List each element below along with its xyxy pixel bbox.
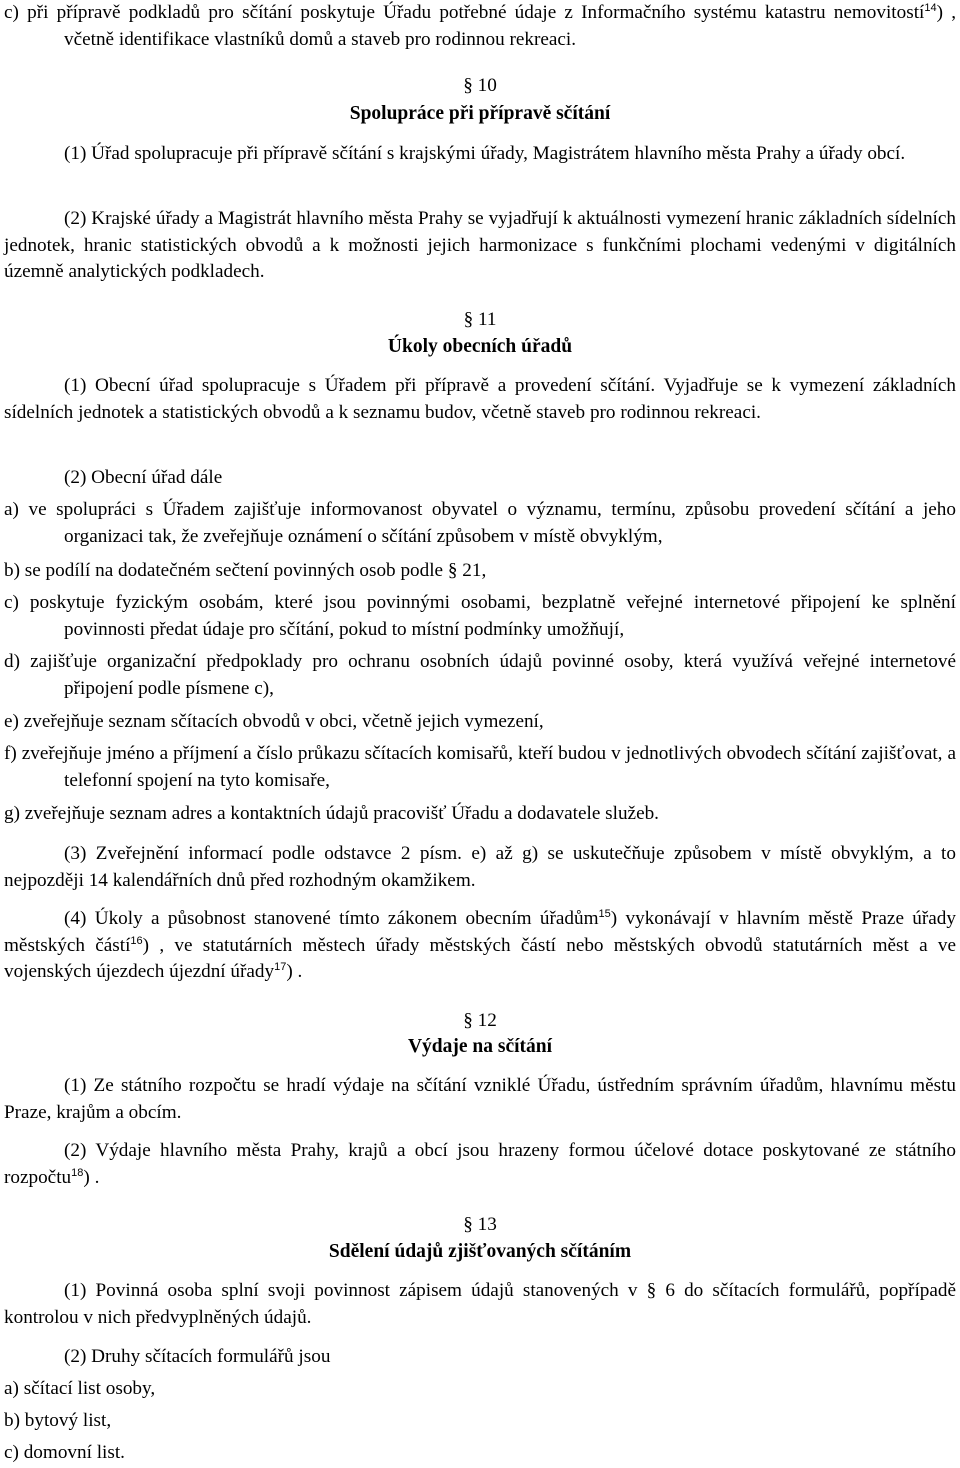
section-title: Úkoly obecních úřadů: [387, 336, 573, 357]
paragraph: (1) Úřad spolupracuje při přípravě sčítání s krajskými úřady, Magistrátem hlavního města Prahy a úřady obcí.: [64, 143, 906, 164]
footnote-ref: 14: [924, 2, 937, 14]
paragraph: (1) Povinná osoba splní svoji povinnost zápisem údajů stanovených v § 6 do sčítacích formulářů, popřípadě kontrolou v nich předvyplněných údajů.: [4, 1280, 956, 1328]
footnote-ref: 18: [71, 1166, 84, 1179]
paragraph: (1) Obecní úřad spolupracuje s Úřadem při přípravě a provedení sčítání. Vyjadřuje se k vymezení základních sídelních jednotek a statistických obvodů a k seznamu budov, včetně staveb pro rodinnou rekreaci.: [4, 375, 956, 423]
paragraph-text: ) , ve statutárních městech úřady městských částí nebo městských obvodů statutárních měst a ve vojenských újezdech újezdní úřady: [4, 934, 956, 982]
footnote-ref: 17: [274, 961, 287, 973]
item-text: c) při přípravě podkladů pro sčítání poskytuje Úřadu potřebné údaje z Informačního systému katastru nemovitostí: [4, 2, 925, 23]
section-number: § 12: [463, 1010, 497, 1031]
paragraph: (3) Zveřejnění informací podle odstavce 2 písm. e) až g) se uskutečňuje způsobem v místě obvyklým, a to nejpozději 14 kalendářních dnů před rozhodným okamžikem.: [4, 843, 956, 891]
paragraph: (2) Druhy sčítacích formulářů jsou: [64, 1346, 331, 1367]
section-number: § 13: [463, 1214, 497, 1235]
footnote-ref: 16: [130, 934, 143, 947]
list-item: [4, 0, 956, 53]
paragraph: [4, 1138, 956, 1191]
paragraph-text: ) vykonávají v hlavním městě Praze úřady městských částí: [4, 908, 956, 956]
paragraph-text: ) .: [286, 961, 303, 982]
section-number: § 10: [463, 75, 497, 96]
list-item: b) se podílí na dodatečném sečtení povinných osob podle § 21,: [4, 560, 487, 581]
list-item: a) sčítací list osoby,: [4, 1378, 156, 1399]
paragraph: [4, 906, 956, 986]
section-title: Spolupráce při přípravě sčítání: [349, 103, 611, 124]
paragraph-text: (2) Výdaje hlavního města Prahy, krajů a obcí jsou hrazeny formou účelové dotace poskytované ze státního rozpočtu: [4, 1140, 956, 1188]
section-title: Výdaje na sčítání: [407, 1036, 553, 1057]
list-item: e) zveřejňuje seznam sčítacích obvodů v obci, včetně jejich vymezení,: [4, 711, 544, 732]
list-item: g) zveřejňuje seznam adres a kontaktních údajů pracovišť Úřadu a dodavatele služeb.: [4, 803, 659, 824]
item-text: ) , včetně identifikace vlastníků domů a staveb pro rodinnou rekreaci.: [64, 2, 956, 50]
list-item: c) poskytuje fyzickým osobám, které jsou povinnými osobami, bezplatně veřejné internetové připojení ke splnění povinnosti předat údaje pro sčítání, pokud to místní podmínky umožňují,: [4, 592, 956, 640]
paragraph: (2) Obecní úřad dále: [64, 467, 223, 488]
list-item: a) ve spolupráci s Úřadem zajišťuje informovanost obyvatel o významu, termínu, způsobu provedení sčítání a jeho organizaci tak, že zveřejňuje oznámení o sčítání způsobem v místě obvyklým,: [4, 499, 956, 547]
section-title: Sdělení údajů zjišťovaných sčítáním: [328, 1241, 632, 1262]
list-item: d) zajišťuje organizační předpoklady pro ochranu osobních údajů povinné osoby, která využívá veřejné internetové připojení podle písmene c),: [4, 651, 956, 699]
section-number: § 11: [463, 309, 497, 330]
paragraph-text: (4) Úkoly a působnost stanovené tímto zákonem obecním úřadům: [64, 908, 599, 929]
footnote-ref: 15: [598, 908, 611, 920]
paragraph: (2) Krajské úřady a Magistrát hlavního města Prahy se vyjadřují k aktuálnosti vymezení hranic základních sídelních jednotek, hranic statistických obvodů a k možnosti jejich harmonizace s funkčními plochami vedenými v digitálních územně analytických podkladech.: [4, 208, 956, 282]
list-item: c) domovní list.: [4, 1442, 125, 1463]
list-item: f) zveřejňuje jméno a příjmení a číslo průkazu sčítacích komisařů, kteří budou v jednotlivých obvodech sčítání zajišťovat, a telefonní spojení na tyto komisaře,: [4, 743, 956, 791]
paragraph: (1) Ze státního rozpočtu se hradí výdaje na sčítání vzniklé Úřadu, ústředním správním úřadům, hlavnímu městu Praze, krajům a obcím.: [4, 1075, 956, 1123]
paragraph-text: ) .: [83, 1166, 100, 1188]
list-item: b) bytový list,: [4, 1410, 112, 1431]
